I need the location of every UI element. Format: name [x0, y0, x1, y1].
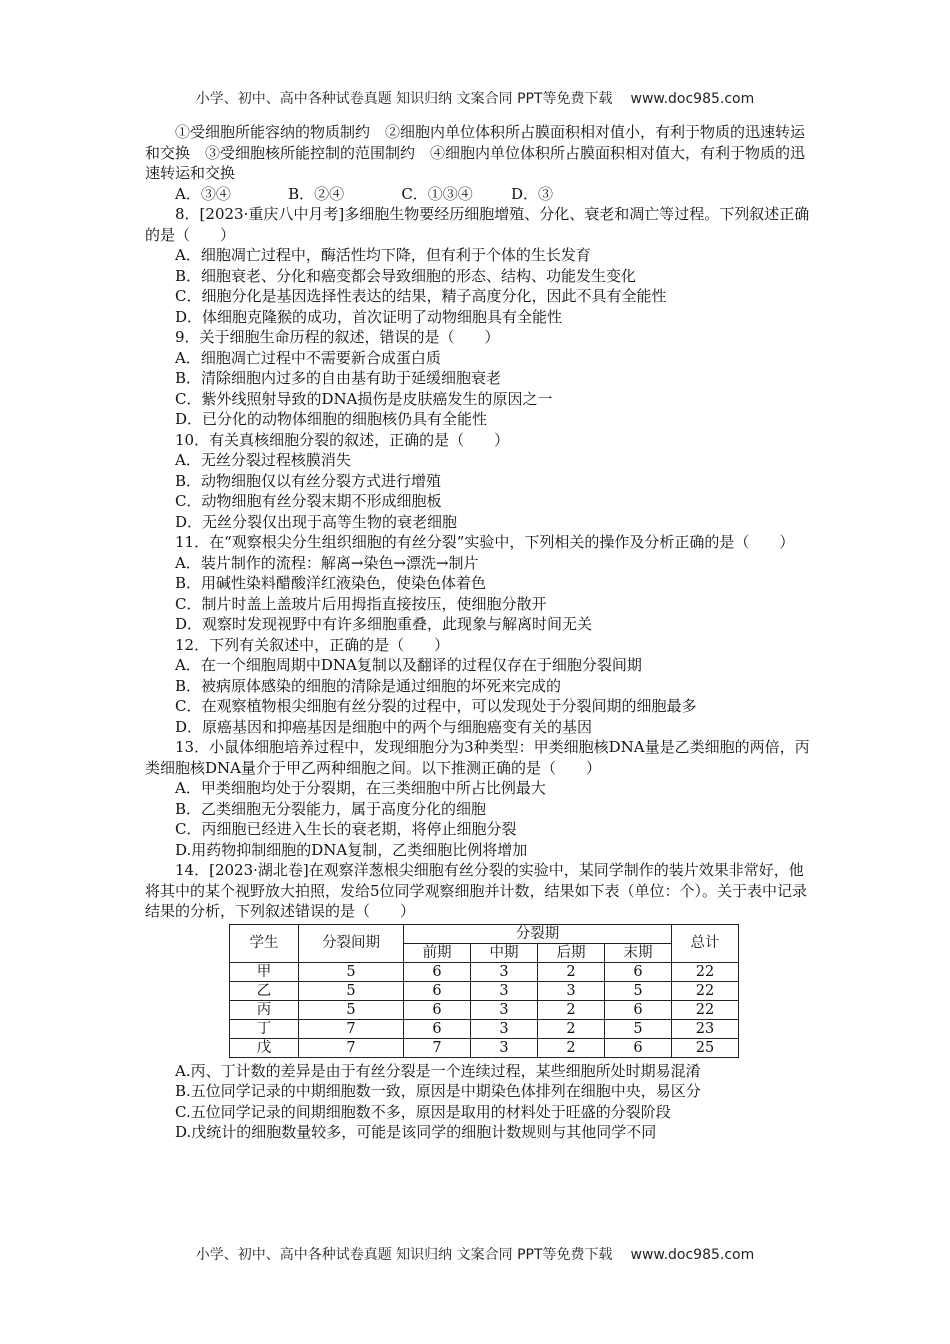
q12-stem: 12．下列有关叙述中，正确的是（ ） [175, 635, 450, 654]
table-row [230, 962, 739, 981]
q8-option-d[interactable]: D．体细胞克隆猴的成功，首次证明了动物细胞具有全能性 [175, 307, 563, 326]
table-cell: 3 [471, 962, 538, 981]
table-cell: 6 [404, 962, 471, 981]
table-cell: 2 [538, 962, 605, 981]
table-cell: 6 [404, 1019, 471, 1038]
header-telophase: 末期 [605, 943, 672, 962]
q8-stem: 8．[2023·重庆八中月考]多细胞生物要经历细胞增殖、分化、衰老和凋亡等过程。下列叙述正确的是（ ） [145, 205, 810, 244]
header-text: 小学、初中、高中各种试卷真题 知识归纳 文案合同 PPT等免费下载 [195, 91, 613, 107]
header-total: 总计 [672, 924, 739, 962]
q9-option-c[interactable]: C．紫外线照射导致的DNA损伤是皮肤癌发生的原因之一 [175, 389, 553, 408]
q11-option-a[interactable]: A．装片制作的流程：解离→染色→漂洗→制片 [175, 553, 479, 572]
table-cell: 2 [538, 1038, 605, 1057]
table-cell: 5 [605, 981, 672, 1000]
q7-options [145, 184, 810, 205]
q13-option-c[interactable]: C．丙细胞已经进入生长的衰老期，将停止细胞分裂 [175, 820, 517, 838]
footer-text: 小学、初中、高中各种试卷真题 知识归纳 文案合同 PPT等免费下载 [195, 1247, 613, 1263]
q9-option-b[interactable]: B．清除细胞内过多的自由基有助于延缓细胞衰老 [175, 369, 502, 387]
table-cell: 6 [404, 981, 471, 1000]
table-cell: 7 [404, 1038, 471, 1057]
q14-stem: 14．[2023·湖北卷]在观察洋葱根尖细胞有丝分裂的实验中，某同学制作的装片效果非常好，他将其中的某个视野放大拍照，发给5位同学观察细胞并计数，结果如下表（单位：个）。关于表中记录结果的分析，下列叙述错误的是（ ） [145, 861, 808, 920]
q14-option-d[interactable]: D.戊统计的细胞数量较多，可能是该同学的细胞计数规则与其他同学不同 [175, 1123, 657, 1141]
table-cell: 2 [538, 1000, 605, 1019]
table-cell: 22 [672, 962, 739, 981]
q14-option-a[interactable]: A.丙、丁计数的差异是由于有丝分裂是一个连续过程，某些细胞所处时期易混淆 [175, 1061, 701, 1080]
q9-option-d[interactable]: D．已分化的动物体细胞的细胞核仍具有全能性 [175, 410, 488, 428]
table-cell: 3 [538, 981, 605, 1000]
q13-option-a[interactable]: A．甲类细胞均处于分裂期，在三类细胞中所占比例最大 [175, 779, 546, 797]
table-cell: 5 [605, 1019, 672, 1038]
q12-option-c[interactable]: C．在观察植物根尖细胞有丝分裂的过程中，可以发现处于分裂间期的细胞最多 [175, 697, 697, 715]
page-footer [0, 1244, 950, 1264]
header-site-link[interactable]: www.doc985.com [630, 91, 755, 107]
table-cell: 6 [605, 1038, 672, 1057]
header-mitosis: 分裂期 [404, 924, 672, 943]
table-cell: 25 [672, 1038, 739, 1057]
q14-option-c[interactable]: C.五位同学记录的间期细胞数不多，原因是取用的材料处于旺盛的分裂阶段 [175, 1102, 671, 1121]
table-cell: 甲 [230, 962, 299, 981]
table-cell: 3 [471, 1038, 538, 1057]
page-header [0, 88, 950, 108]
q10-option-b[interactable]: B．动物细胞仅以有丝分裂方式进行增殖 [175, 471, 442, 490]
table-cell: 6 [404, 1000, 471, 1019]
table-cell: 6 [605, 962, 672, 981]
table-row [230, 1000, 739, 1019]
header-anaphase: 后期 [538, 943, 605, 962]
question-content [145, 122, 810, 1143]
table-cell: 22 [672, 981, 739, 1000]
q10-option-a[interactable]: A．无丝分裂过程核膜消失 [175, 451, 351, 469]
q8-option-c[interactable]: C．细胞分化是基因选择性表达的结果，精子高度分化，因此不具有全能性 [175, 287, 667, 305]
q11-option-b[interactable]: B．用碱性染料醋酸洋红液染色，使染色体着色 [175, 574, 487, 592]
table-cell: 戊 [230, 1038, 299, 1057]
q12-option-b[interactable]: B．被病原体感染的细胞的清除是通过细胞的坏死来完成的 [175, 676, 562, 695]
q7-option-c[interactable]: C．①③④ [401, 184, 473, 203]
q7-option-b[interactable]: B．②④ [288, 184, 345, 203]
q9-option-a[interactable]: A．细胞凋亡过程中不需要新合成蛋白质 [175, 348, 441, 367]
table-row [230, 1038, 739, 1057]
q10-option-d[interactable]: D．无丝分裂仅出现于高等生物的衰老细胞 [175, 512, 458, 531]
q7-option-a[interactable]: A．③④ [175, 184, 231, 203]
table-cell: 22 [672, 1000, 739, 1019]
q8-option-a[interactable]: A．细胞凋亡过程中，酶活性均下降，但有利于个体的生长发育 [175, 246, 591, 264]
q7-option-d[interactable]: D．③ [510, 184, 553, 203]
q14-option-b[interactable]: B.五位同学记录的中期细胞数一致，原因是中期染色体排列在细胞中央，易区分 [175, 1082, 701, 1100]
q11-option-d[interactable]: D．观察时发现视野中有许多细胞重叠，此现象与解离时间无关 [175, 615, 593, 633]
q10-stem: 10．有关真核细胞分裂的叙述，正确的是（ ） [175, 430, 510, 449]
table-cell: 2 [538, 1019, 605, 1038]
q8-option-b[interactable]: B．细胞衰老、分化和癌变都会导致细胞的形态、结构、功能发生变化 [175, 266, 637, 285]
table-cell: 5 [299, 962, 404, 981]
table-row [230, 1019, 739, 1038]
table-cell: 丁 [230, 1019, 299, 1038]
q11-option-c[interactable]: C．制片时盖上盖玻片后用拇指直接按压，使细胞分散开 [175, 594, 547, 613]
header-student: 学生 [230, 924, 299, 962]
header-metaphase: 中期 [471, 943, 538, 962]
q9-stem: 9．关于细胞生命历程的叙述，错误的是（ ） [175, 328, 500, 346]
table-cell: 3 [471, 1019, 538, 1038]
table-cell: 6 [605, 1000, 672, 1019]
q12-option-d[interactable]: D．原癌基因和抑癌基因是细胞中的两个与细胞癌变有关的基因 [175, 717, 593, 736]
q11-stem: 11．在“观察根尖分生组织细胞的有丝分裂”实验中，下列相关的操作及分析正确的是（ ） [175, 533, 795, 551]
q13-option-d[interactable]: D.用药物抑制细胞的DNA复制，乙类细胞比例将增加 [175, 840, 528, 859]
table-cell: 丙 [230, 1000, 299, 1019]
table-row [230, 981, 739, 1000]
table-cell: 3 [471, 1000, 538, 1019]
table-cell: 5 [299, 1000, 404, 1019]
table-cell: 7 [299, 1038, 404, 1057]
header-interphase: 分裂间期 [299, 924, 404, 962]
q13-option-b[interactable]: B．乙类细胞无分裂能力，属于高度分化的细胞 [175, 799, 487, 818]
table-cell: 23 [672, 1019, 739, 1038]
table-cell: 5 [299, 981, 404, 1000]
footer-site-link[interactable]: www.doc985.com [630, 1247, 755, 1263]
q7-statements: ①受细胞所能容纳的物质制约 ②细胞内单位体积所占膜面积相对值小，有利于物质的迅速转运和交换 ③受细胞核所能控制的范围制约 ④细胞内单位体积所占膜面积相对值大，有利于物质的迅速转运和交换 [145, 123, 806, 182]
cell-count-table [229, 924, 739, 1058]
table-cell: 7 [299, 1019, 404, 1038]
q13-stem: 13．小鼠体细胞培养过程中，发现细胞分为3种类型：甲类细胞核DNA量是乙类细胞的两倍，丙类细胞核DNA量介于甲乙两种细胞之间。以下推测正确的是（ ） [145, 738, 810, 777]
table-cell: 乙 [230, 981, 299, 1000]
header-prophase: 前期 [404, 943, 471, 962]
q12-option-a[interactable]: A．在一个细胞周期中DNA复制以及翻译的过程仅存在于细胞分裂间期 [175, 656, 642, 674]
table-cell: 3 [471, 981, 538, 1000]
q10-option-c[interactable]: C．动物细胞有丝分裂末期不形成细胞板 [175, 492, 442, 510]
